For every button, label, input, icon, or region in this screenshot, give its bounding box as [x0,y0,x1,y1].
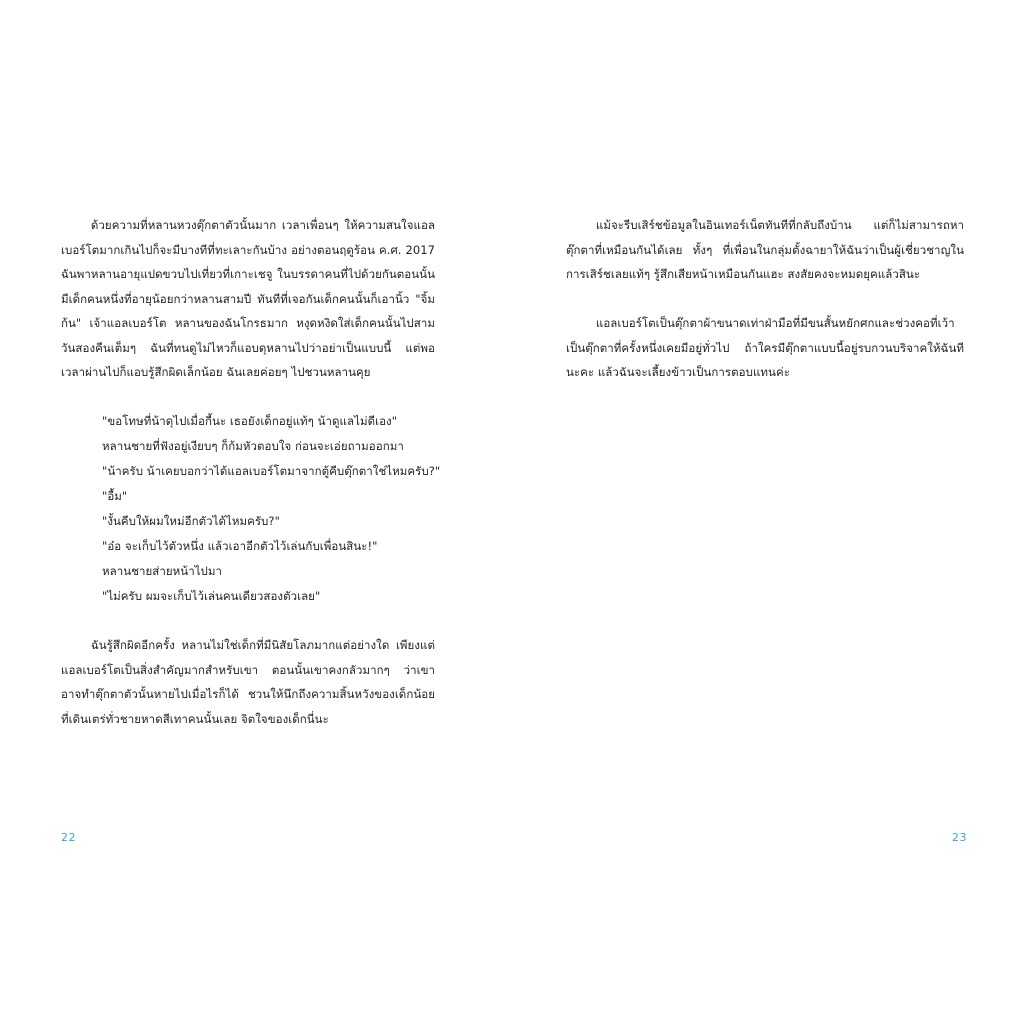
left-paragraph-1: ด้วยความที่หลานหวงตุ๊กตาตัวนั้นมาก เวลาเพื่อนๆ ให้ความสนใจแอลเบอร์โตมากเกินไปก็จะมีบางทีที่ทะเลาะกันบ้าง อย่างตอนฤดูร้อน ค.ศ. 2017 ฉันพาหลานอายุแปดขวบไปเที่ยวที่เกาะเชจู ในบรรดาคนที่ไปด้วยกันตอนนั้นมีเด็กคนหนึ่งที่อายุน้อยกว่าหลานสามปี ทันทีที่เจอกันเด็กคนนั้นก็เอานิ้ว "จิ้มก้น" เจ้าแอลเบอร์โต หลานของฉันโกรธมาก หงุดหงิดใส่เด็กคนนั้นไปสามวันสองคืนเต็มๆ ฉันที่ทนดูไม่ไหวก็แอบดุหลานไปว่าอย่าเป็นแบบนี้ แต่พอเวลาผ่านไปก็แอบรู้สึกผิดเล็กน้อย ฉันเลยค่อยๆ ไปชวนหลานคุย [61,218,435,379]
page-number-right: 23 [952,831,967,844]
left-paragraph-closing: ฉันรู้สึกผิดอีกครั้ง หลานไม่ใช่เด็กที่มีนิสัยโลภมากแต่อย่างใด เพียงแต่แอลเบอร์โตเป็นสิ่งสำคัญมากสำหรับเขา ตอนนั้นเขาคงกลัวมากๆ ว่าเขาอาจทำตุ๊กตาตัวนั้นหายไปเมื่อไรก็ได้ ชวนให้นึกถึงความสิ้นหวังของเด็กน้อยที่เดินเตร่ทั่วชายหาดสีเทาคนนั้นเลย จิตใจของเด็กนี่นะ [61,638,435,726]
dialogue-line-4: "อื้ม" [102,489,128,503]
page-number-left: 22 [61,831,76,844]
right-paragraph-2: แอลเบอร์โตเป็นตุ๊กตาผ้าขนาดเท่าฝ่ามือที่มีขนสั้นหยักศกและช่วงคอที่เว้า เป็นตุ๊กตาที่ครั้งหนึ่งเคยมีอยู่ทั่วไป ถ้าใครมีตุ๊กตาแบบนี้อยู่รบกวนบริจาคให้ฉันทีนะคะ แล้วฉันจะเลี้ยงข้าวเป็นการตอบแทนค่ะ [566,316,964,379]
dialogue-line-3: "น้าครับ น้าเคยบอกว่าได้แอลเบอร์โตมาจากตู้คีบตุ๊กตาใช่ไหมครับ?" [102,464,441,478]
dialogue-line-6: "อ๋อ จะเก็บไว้ตัวหนึ่ง แล้วเอาอีกตัวไว้เล่นกับเพื่อนสินะ!" [102,539,378,553]
dialogue-line-2: หลานชายที่ฟังอยู่เงียบๆ ก็ก้มหัวตอบใจ ก่อนจะเอ่ยถามออกมา [102,439,404,453]
left-page-text-column [61,213,441,756]
dialogue-line-5: "งั้นคีบให้ผมใหม่อีกตัวได้ไหมครับ?" [102,514,280,528]
right-paragraph-1: แม้จะรีบเสิร์ชข้อมูลในอินเทอร์เน็ตทันทีที่กลับถึงบ้าน แต่ก็ไม่สามารถหาตุ๊กตาที่เหมือนกันได้เลย ทั้งๆ ที่เพื่อนในกลุ่มตั้งฉายาให้ฉันว่าเป็นผู้เชี่ยวชาญในการเสิร์ชเลยแท้ๆ รู้สึกเสียหน้าเหมือนกันแฮะ สงสัยคงจะหมดยุคแล้วสินะ [566,218,964,281]
dialogue-line-8: "ไม่ครับ ผมจะเก็บไว้เล่นคนเดียวสองตัวเลย" [102,589,321,603]
right-page [512,0,1024,1024]
dialogue-block [61,409,441,609]
right-page-text-column [566,213,964,409]
dialogue-line-1: "ขอโทษที่น้าดุไปเมื่อกี้นะ เธอยังเด็กอยู่แท้ๆ น้าดูแลไม่ดีเอง" [102,414,398,428]
dialogue-line-7: หลานชายส่ายหน้าไปมา [102,564,223,578]
